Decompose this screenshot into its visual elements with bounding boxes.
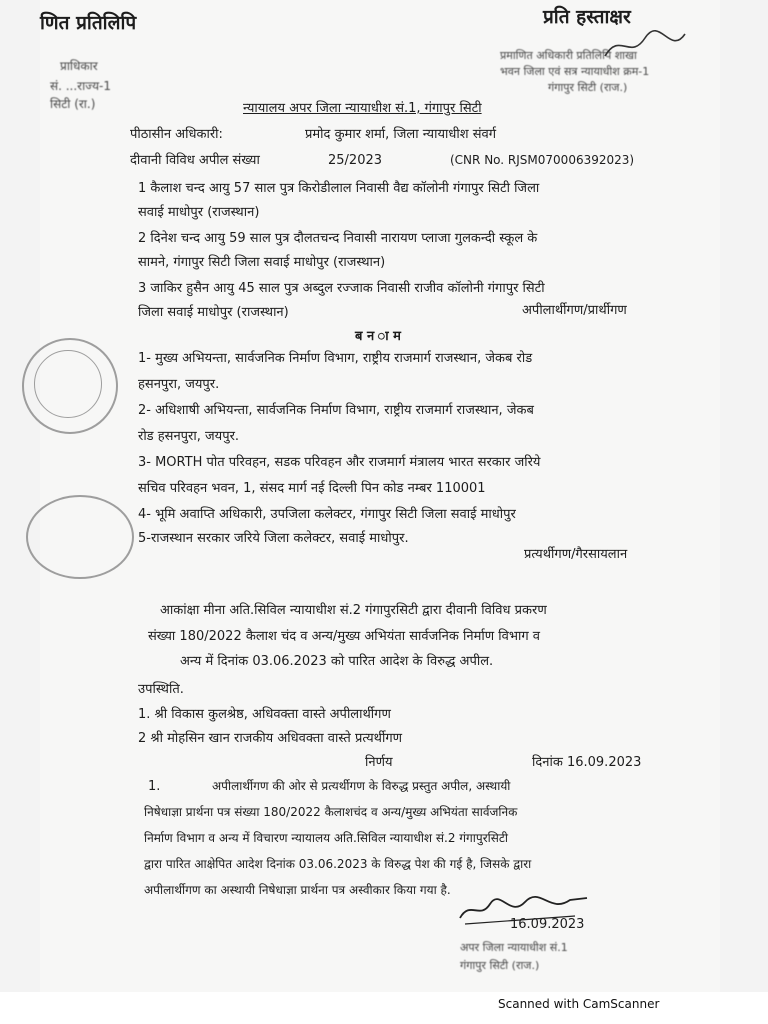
judge-designation: अपर जिला न्यायाधीश सं.1 — [460, 941, 568, 954]
paragraph-number: 1. — [148, 779, 161, 794]
signature-date: 16.09.2023 — [510, 917, 585, 932]
court-seal-inner — [34, 350, 102, 418]
counsel-line: 1. श्री विकास कुलश्रेष्ठ, अधिवक्ता वास्ते अपीलार्थीगण — [138, 707, 391, 722]
judge-designation: गंगापुर सिटी (राज.) — [460, 959, 540, 972]
respondent-line: हसनपुरा, जयपुर. — [138, 377, 220, 392]
scanner-watermark: Scanned with CamScanner — [498, 997, 660, 1011]
respondent-line: 2- अधिशाषी अभियन्ता, सार्वजनिक निर्माण विभाग, राष्ट्रीय राजमार्ग राजस्थान, जेकब — [138, 403, 534, 418]
appeal-number: 25/2023 — [328, 153, 383, 168]
appellant-line: 1 कैलाश चन्द आयु 57 साल पुत्र किरोडीलाल निवासी वैद्य कॉलोनी गंगापुर सिटी जिला — [138, 181, 540, 196]
subject-line: संख्या 180/2022 कैलाश चंद व अन्य/मुख्य अभियंता सार्वजनिक निर्माण विभाग व — [148, 629, 541, 644]
judgment-heading: निर्णय — [365, 755, 393, 770]
respondent-line: 4- भूमि अवाप्ति अधिकारी, उपजिला कलेक्टर, गंगापुर सिटी जिला सवाई माधोपुर — [138, 507, 516, 522]
judgment-line: निर्माण विभाग व अन्य में विचारण न्यायालय अति.सिविल न्यायाधीश सं.2 गंगापुरसिटी — [144, 831, 509, 845]
judgment-line: अपीलार्थीगण का अस्थायी निषेधाज्ञा प्रार्थना पत्र अस्वीकार किया गया है. — [144, 883, 451, 897]
certified-copy-title: णित प्रतिलिपि — [40, 12, 137, 34]
respondent-line: सचिव परिवहन भवन, 1, संसद मार्ग नई दिल्ली पिन कोड नम्बर 110001 — [138, 481, 486, 496]
court-title: न्यायालय अपर जिला न्यायाधीश सं.1, गंगापुर सिटी — [243, 101, 482, 116]
presiding-label: पीठासीन अधिकारी: — [130, 127, 223, 142]
appellant-line: सवाई माधोपुर (राजस्थान) — [138, 205, 260, 220]
appellant-role: अपीलार्थीगण/प्रार्थीगण — [522, 303, 627, 318]
signature-scribble — [600, 26, 690, 66]
appellant-line: 2 दिनेश चन्द आयु 59 साल पुत्र दौलतचन्द निवासी नारायण प्लाजा गुलकन्दी स्कूल के — [138, 231, 538, 246]
appellant-line: जिला सवाई माधोपुर (राजस्थान) — [138, 305, 289, 320]
presence-label: उपस्थिति. — [138, 682, 184, 697]
cnr-number: (CNR No. RJSM070006392023) — [450, 153, 635, 167]
judgment-date: दिनांक 16.09.2023 — [532, 755, 642, 770]
left-stamp-line: सं. ...राज्य-1 — [50, 79, 111, 93]
court-seal — [26, 495, 134, 579]
appellant-line: सामने, गंगापुर सिटी जिला सवाई माधोपुर (राजस्थान) — [138, 255, 386, 270]
right-stamp-line: प्रमाणित अधिकारी प्रतिलिपि शाखा — [500, 49, 637, 62]
judgment-line: निषेधाज्ञा प्रार्थना पत्र संख्या 180/2022 कैलाशचंद व अन्य/मुख्य अभियंता सार्वजनिक — [144, 805, 518, 819]
judgment-line: अपीलार्थीगण की ओर से प्रत्यर्थीगण के विरुद्ध प्रस्तुत अपील, अस्थायी — [212, 779, 511, 793]
judgment-line: द्वारा पारित आक्षेपित आदेश दिनांक 03.06.2023 के विरुद्ध पेश की गई है, जिसके द्वारा — [144, 857, 532, 871]
counter-signature-title: प्रति हस्ताक्षर — [543, 6, 631, 28]
right-stamp-line: गंगापुर सिटी (राज.) — [548, 81, 628, 94]
subject-line: आकांक्षा मीना अति.सिविल न्यायाधीश सं.2 गंगापुरसिटी द्वारा दीवानी विविध प्रकरण — [160, 603, 547, 618]
appeal-label: दीवानी विविध अपील संख्या — [130, 153, 260, 168]
respondent-line: 1- मुख्य अभियन्ता, सार्वजनिक निर्माण विभाग, राष्ट्रीय राजमार्ग राजस्थान, जेकब रोड — [138, 351, 533, 366]
appellant-line: 3 जाकिर हुसैन आयु 45 साल पुत्र अब्दुल रज्जाक निवासी राजीव कॉलोनी गंगापुर सिटी — [138, 281, 545, 296]
respondent-line: रोड हसनपुरा, जयपुर. — [138, 429, 240, 444]
left-stamp-line: प्राधिकार — [60, 59, 98, 73]
respondent-line: 3- MORTH पोत परिवहन, सडक परिवहन और राजमार्ग मंत्रालय भारत सरकार जरिये — [138, 455, 541, 470]
respondent-line: 5-राजस्थान सरकार जरिये जिला कलेक्टर, सवाई माधोपुर. — [138, 531, 409, 546]
right-stamp-line: भवन जिला एवं सत्र न्यायाधीश क्रम-1 — [500, 65, 650, 78]
respondent-role: प्रत्यर्थीगण/गैरसायलान — [524, 547, 628, 562]
left-stamp-line: सिटी (रा.) — [50, 97, 96, 111]
versus-label: ब न ा म — [355, 329, 401, 344]
subject-line: अन्य में दिनांक 03.06.2023 को पारित आदेश के विरुद्ध अपील. — [180, 654, 494, 669]
counsel-line: 2 श्री मोहसिन खान राजकीय अधिवक्ता वास्ते प्रत्यर्थीगण — [138, 731, 403, 746]
presiding-officer: प्रमोद कुमार शर्मा, जिला न्यायाधीश संवर्ग — [305, 127, 497, 142]
